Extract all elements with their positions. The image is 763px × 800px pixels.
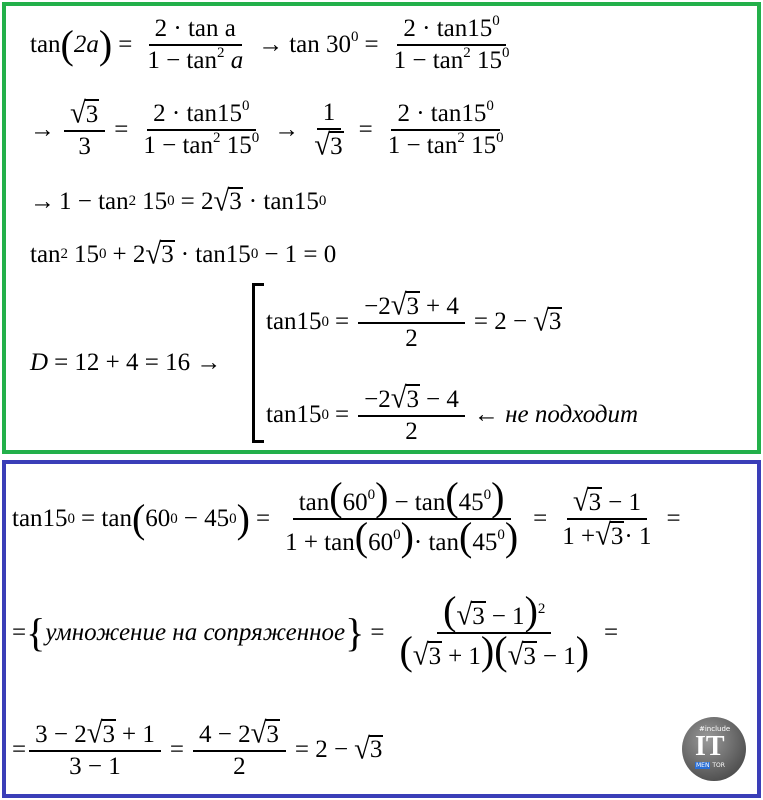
term: 60 xyxy=(145,505,171,532)
denominator: ( √ 3 + 1)( √ 3 − 1) xyxy=(399,627,590,673)
logo-text: MEN TOR xyxy=(696,762,725,769)
numerator: −2 √ 3 − 4 xyxy=(358,383,465,417)
numerator: $2 \cdot \tan 15^0$ xyxy=(397,14,505,46)
formula-discriminant xyxy=(30,350,221,375)
equals-sign: = xyxy=(12,736,27,763)
tan30-expr: $\tan 30^0$ xyxy=(289,29,359,58)
term: = tan xyxy=(81,505,132,532)
equals-sign: = xyxy=(114,116,129,143)
term: = 2 xyxy=(180,187,214,215)
fraction-root-2 xyxy=(358,383,465,446)
fraction-root-1 xyxy=(358,290,465,353)
numerator: √ 3 − 1 xyxy=(567,486,647,520)
denominator: √ 3 xyxy=(314,127,343,162)
fraction-tan-difference xyxy=(279,474,524,559)
term: = 12 + 4 = 16 → xyxy=(54,349,222,376)
term: tan15 xyxy=(12,505,68,532)
cases-bracket xyxy=(252,283,264,443)
denominator: 3 − 1 xyxy=(69,752,121,780)
fraction-conjugate xyxy=(393,588,595,673)
numerator: √ 3 xyxy=(64,98,105,132)
formula-conjugate xyxy=(12,588,624,673)
fraction-step-1 xyxy=(29,718,161,781)
term: tan15 xyxy=(266,401,322,428)
numerator: $\tan(60^0) - \tan(45^0)$ xyxy=(293,480,511,520)
denominator: 2 xyxy=(405,417,418,445)
numerator: 1 xyxy=(317,98,342,130)
term: = 2 − xyxy=(473,308,528,335)
paren-right: ) xyxy=(98,21,113,67)
term: · tan15 xyxy=(248,187,319,215)
arrow: → xyxy=(30,116,55,143)
denominator: 2 xyxy=(233,752,246,780)
fraction-tan15 xyxy=(388,14,516,75)
itmentor-logo xyxy=(682,717,746,781)
equals-sign: = xyxy=(666,505,681,532)
conjugate-note: умножение на сопряженное xyxy=(45,619,346,646)
equals-sign: = xyxy=(604,619,619,646)
equals-sign: = xyxy=(255,505,271,532)
term: 1 − tan xyxy=(59,187,129,215)
term: · tan15 xyxy=(180,240,251,268)
fraction-step-2 xyxy=(193,718,286,781)
numerator: 2 · tan a xyxy=(149,14,242,46)
sqrt3: √ 3 xyxy=(213,184,242,218)
denominator: $1 - \tan^2 15^0$ xyxy=(143,129,260,159)
equals-sign: = xyxy=(12,619,27,646)
rejected-note: ← не подходит xyxy=(473,401,639,428)
numerator: $2 \cdot \tan 15^0$ xyxy=(391,99,499,131)
term: = 2 − xyxy=(294,736,349,763)
denominator: $1 - \tan^2 a$ xyxy=(147,44,244,74)
denominator: 3 xyxy=(78,132,91,160)
logo-text: #include xyxy=(699,725,731,733)
equals-sign: = xyxy=(364,31,379,58)
formula-rearranged: → 1 − tan 2 15 0 = 2 √ 3 · tan15 0 xyxy=(30,184,327,218)
equals-sign: = xyxy=(533,505,548,532)
paren-left: ( xyxy=(60,21,74,67)
brace-left: { xyxy=(26,609,46,655)
brace-right: } xyxy=(345,609,365,655)
term: − 1 = 0 xyxy=(264,240,337,268)
func-tan: tan xyxy=(30,31,61,58)
equals-sign: = xyxy=(335,308,350,335)
formula-quadratic: tan 2 15 0 + 2 √ 3 · tan15 0 − 1 = 0 xyxy=(30,237,337,271)
numerator: −2 √ 3 + 4 xyxy=(358,290,465,324)
denominator: $1 + \tan(60^0)\cdot \tan(45^0)$ xyxy=(285,513,519,559)
denominator: 2 xyxy=(405,324,418,352)
term: 15 xyxy=(142,187,168,215)
term: − 45 xyxy=(183,505,230,532)
equals-sign: = xyxy=(358,116,373,143)
arrow: → xyxy=(30,187,55,215)
case-root-2: tan15 0 = −2 √ 3 − 4 2 ← не подходит xyxy=(266,381,639,445)
sqrt3: √ 3 xyxy=(533,304,562,338)
formula-difference-angle: tan15 0 = tan ( 60 0 − 45 0 ) = $\frac{\tan(60^0) - \tan(45^0)}{1 + \tan(60^0)\cdot \tan(45^0)}$ = √ 3 − 1 1 + √ 3 · 1 = xyxy=(12,480,687,557)
logo-text: IT xyxy=(695,731,725,762)
fraction-tan15 xyxy=(382,99,510,160)
arrow: → xyxy=(274,116,300,143)
argument: 2a xyxy=(73,31,99,58)
numerator: 3 − 2 √ 3 + 1 xyxy=(29,718,161,752)
fraction-sqrt3-values xyxy=(556,486,657,551)
numerator: ( √ 3 − 1)$^2$ xyxy=(437,594,551,634)
formula-result xyxy=(12,718,383,781)
formula-substitution xyxy=(30,98,513,161)
term: + 2 xyxy=(112,240,146,268)
formula-double-angle xyxy=(30,14,519,75)
equals-sign: = xyxy=(335,401,350,428)
numerator: 4 − 2 √ 3 xyxy=(193,718,286,752)
paren-right: ) xyxy=(236,495,250,541)
equals-sign: = xyxy=(118,31,133,58)
denominator: 1 + √ 3 · 1 xyxy=(562,517,652,552)
denominator: $1 - \tan^2 15^0$ xyxy=(393,44,510,74)
fraction-one-over-sqrt3 xyxy=(308,98,349,161)
numerator: $2 \cdot \tan 15^0$ xyxy=(147,99,255,131)
term: tan xyxy=(30,240,61,268)
equals-sign: = xyxy=(370,619,385,646)
arrow: → xyxy=(258,31,284,58)
term: 15 xyxy=(74,240,100,268)
case-root-1: tan15 0 = −2 √ 3 + 4 2 = 2 − √ 3 xyxy=(266,288,562,352)
fraction-sqrt3-over-3 xyxy=(64,98,105,161)
sqrt3: √ 3 xyxy=(145,237,174,271)
equals-sign: = xyxy=(169,736,184,763)
fraction-double-angle xyxy=(141,14,249,75)
sqrt3: √ 3 xyxy=(354,732,383,766)
paren-left: ( xyxy=(131,495,146,541)
fraction-tan15 xyxy=(137,99,265,160)
variable-d: D xyxy=(30,349,49,376)
denominator: $1 - \tan^2 15^0$ xyxy=(387,129,504,159)
term: tan15 xyxy=(266,308,322,335)
